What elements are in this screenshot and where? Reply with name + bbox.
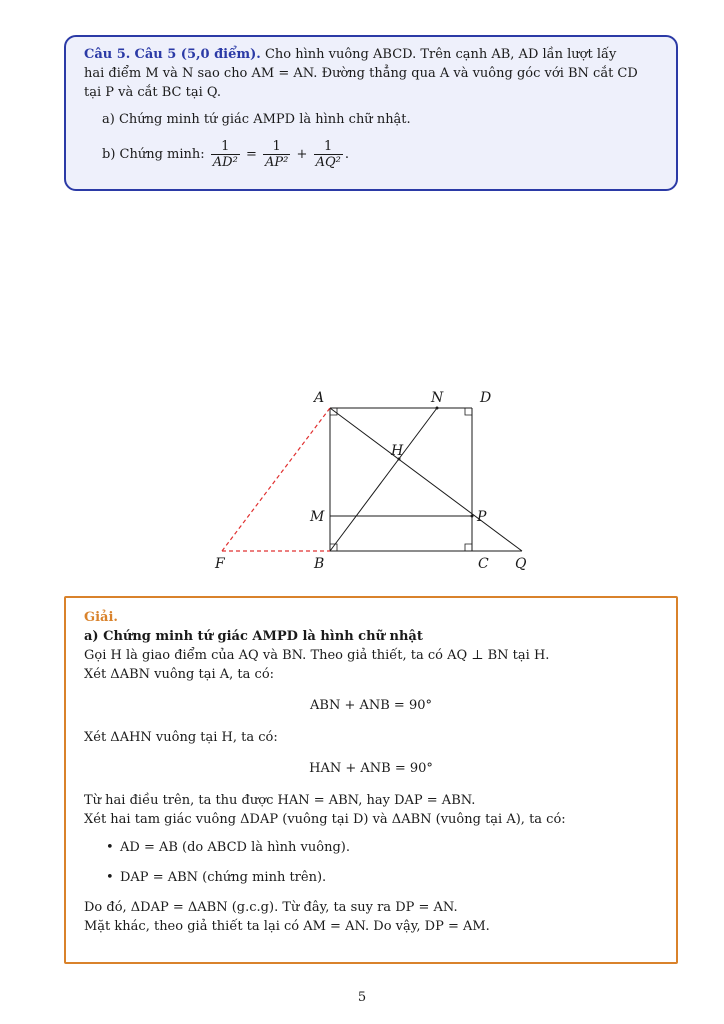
fraction-numerator: 1 <box>211 139 240 155</box>
label-q: Q <box>515 556 527 572</box>
fraction-ap <box>263 139 290 170</box>
equation-2: HAN + ANB = 90° <box>309 761 433 776</box>
geometry-figure <box>200 380 540 580</box>
label-b: B <box>314 556 325 572</box>
solution-line-5: Xét hai tam giác vuông ΔDAP (vuông tại D) và ΔABN (vuông tại A), ta có: <box>84 812 566 827</box>
question-line-2: hai điểm M và N sao cho AM = AN. Đường thẳng qua A và vuông góc với BN cắt CD <box>84 66 638 81</box>
right-angle-c <box>465 544 472 551</box>
question-title: Câu 5 (5,0 điểm). <box>134 47 261 62</box>
right-angle-d <box>465 408 472 415</box>
solution-line-2: Xét ΔABN vuông tại A, ta có: <box>84 667 275 682</box>
question-label: Câu 5. <box>84 47 131 62</box>
part-b-prefix: b) Chứng minh: <box>102 147 205 162</box>
fraction-denominator: AP² <box>265 155 289 170</box>
solution-line-1: Gọi H là giao điểm của AQ và BN. Theo giả thiết, ta có AQ ⊥ BN tại H. <box>84 648 550 663</box>
bullet-item: • DAP = ABN (chứng minh trên). <box>106 868 658 887</box>
solution-line-4: Từ hai điều trên, ta thu được HAN = ABN, hay DAP = ABN. <box>84 793 476 808</box>
geometry-svg <box>200 380 540 580</box>
bullet-list <box>84 838 658 887</box>
part-a: a) Chứng minh tứ giác AMPD là hình chữ nhật. <box>102 112 411 127</box>
question-text-1: Cho hình vuông ABCD. Trên cạnh AB, AD lần lượt lấy <box>264 47 617 62</box>
question-line-3: tại P và cắt BC tại Q. <box>84 85 222 100</box>
line-aq <box>330 408 522 551</box>
label-d: D <box>480 390 492 406</box>
question-parts <box>84 110 658 170</box>
label-a: A <box>314 390 325 406</box>
fraction-numerator: 1 <box>314 139 343 155</box>
label-c: C <box>478 556 489 572</box>
point-p <box>471 515 474 518</box>
fraction-denominator: AQ² <box>315 155 341 170</box>
solution-box <box>64 596 678 964</box>
question-line-1 <box>84 45 658 64</box>
point-n <box>436 407 439 410</box>
label-h: H <box>391 443 404 459</box>
label-n: N <box>431 390 444 406</box>
end-period: . <box>344 147 349 162</box>
page-number: 5 <box>357 990 367 1005</box>
solution-subtitle: a) Chứng minh tứ giác AMPD là hình chữ nhật <box>84 629 423 644</box>
label-p: P <box>477 509 487 525</box>
question-box <box>64 35 678 191</box>
solution-title: Giải. <box>84 610 118 625</box>
label-m: M <box>310 509 325 525</box>
fraction-numerator: 1 <box>263 139 290 155</box>
segment-bn <box>330 408 437 551</box>
equation-1: ABN + ANB = 90° <box>310 698 432 713</box>
part-b <box>102 139 658 170</box>
bullet-item: • AD = AB (do ABCD là hình vuông). <box>106 838 658 857</box>
solution-line-6: Do đó, ΔDAP = ΔABN (g.c.g). Từ đây, ta suy ra DP = AN. <box>84 900 458 915</box>
solution-line-3: Xét ΔAHN vuông tại H, ta có: <box>84 730 278 745</box>
fraction-ad <box>211 139 240 170</box>
dashed-fa <box>222 408 330 551</box>
fraction-aq <box>314 139 343 170</box>
equals-sign: = <box>245 147 257 162</box>
label-f: F <box>215 556 225 572</box>
solution-line-7: Mặt khác, theo giả thiết ta lại có AM = AN. Do vậy, DP = AM. <box>84 919 490 934</box>
plus-sign: + <box>296 147 308 162</box>
fraction-denominator: AD² <box>212 155 238 170</box>
